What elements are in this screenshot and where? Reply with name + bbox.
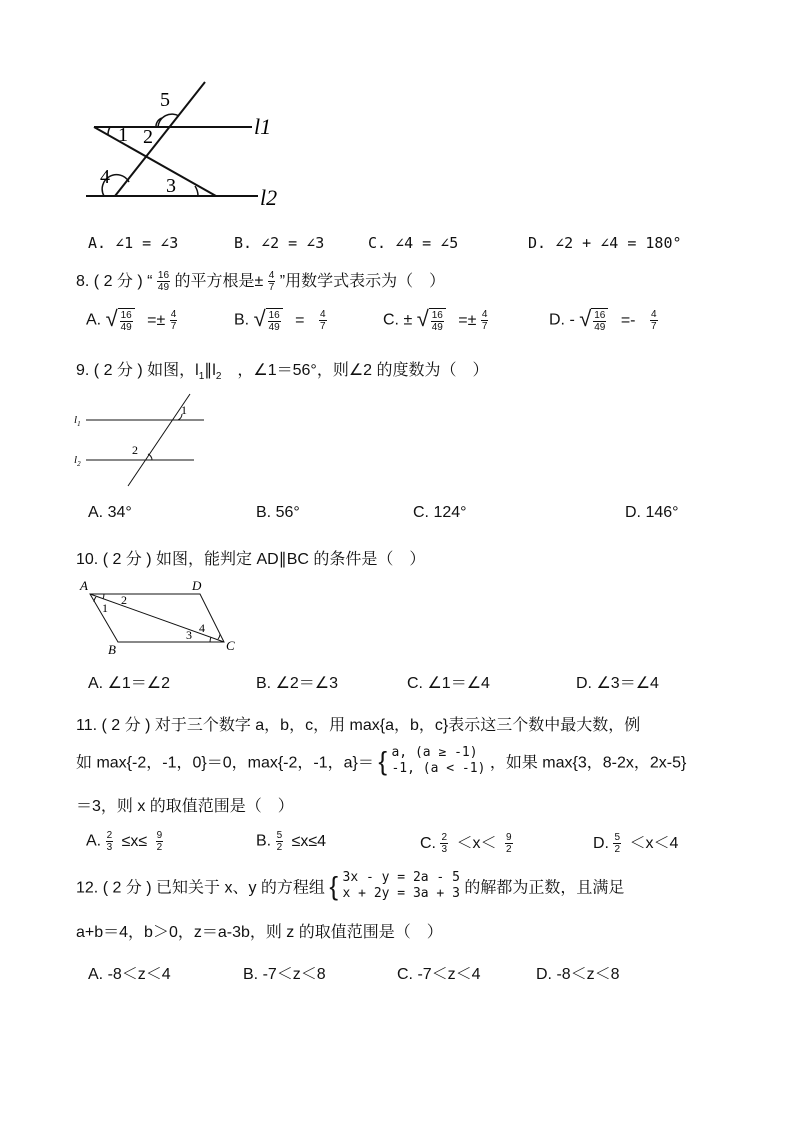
q12-line1-a: 12. ( 2 分 ) 已知关于 x、y 的方程组 <box>76 879 325 897</box>
q9-option-d[interactable]: D. 146° <box>625 504 679 521</box>
q10-stem: 10. ( 2 分 ) 如图，能判定 AD∥BC 的条件是（ ） <box>76 551 426 568</box>
equation-system <box>343 870 460 902</box>
frac-num: 2 <box>106 830 113 841</box>
fraction <box>440 832 448 855</box>
angle-arc-5 <box>158 114 179 127</box>
label-2: 2 <box>132 443 138 457</box>
label-4: 4 <box>100 166 110 188</box>
frac-den: 49 <box>157 282 170 294</box>
sqrt-symbol: √ $\frac{16}{49}$ <box>106 308 135 333</box>
q12-line2: a+b＝4，b＞0，z＝a-3b，则 z 的取值范围是（ ） <box>76 924 443 941</box>
frac-den: 49 <box>431 322 443 333</box>
l: l <box>74 454 78 466</box>
label-3: 3 <box>166 175 176 197</box>
angle-arc-4 <box>218 634 220 639</box>
option-mid: ≤x≤ <box>121 832 148 850</box>
option-eq: = <box>295 311 305 329</box>
option-label: A. <box>86 832 102 850</box>
label-5: 5 <box>160 89 170 111</box>
label-1: 1 <box>118 124 128 146</box>
frac-num: 4 <box>319 309 326 320</box>
frac-num: 16 <box>594 310 606 321</box>
q10-option-b[interactable]: B. ∠2＝∠3 <box>256 675 339 692</box>
frac-den: 2 <box>505 844 512 856</box>
vertex-A: A <box>80 578 88 593</box>
label-1: 1 <box>102 601 108 615</box>
frac-num: 16 <box>268 310 280 321</box>
sqrt-symbol: √ $\frac{16}{49}$ <box>417 308 446 333</box>
case-2: -1, (a < -1) <box>391 761 486 776</box>
vertex-B: B <box>108 642 116 656</box>
q12-option-d[interactable]: D. -8＜z＜8 <box>536 966 620 983</box>
l: l <box>74 414 78 426</box>
q12-option-c[interactable]: C. -7＜z＜4 <box>397 966 481 983</box>
q11-line3: ＝3，则 x 的取值范围是（ ） <box>76 798 294 815</box>
q8-stem <box>76 268 445 293</box>
frac-num: 4 <box>170 309 177 320</box>
frac-num: 16 <box>120 310 132 321</box>
label-l2: l2 <box>260 185 278 210</box>
frac-num: 9 <box>156 830 163 841</box>
frac-den: 2 <box>614 844 621 856</box>
q9-option-a[interactable]: A. 34° <box>88 504 132 521</box>
frac-num: 5 <box>276 830 283 841</box>
frac-den: 49 <box>594 322 606 333</box>
sub: 2 <box>77 460 81 468</box>
q12-line1-b: 的解都为正数，且满足 <box>464 879 625 897</box>
equation-1: 3x - y = 2a - 5 <box>342 870 460 885</box>
fraction <box>505 832 513 855</box>
angle-arc-3 <box>210 637 211 642</box>
option-label: D. <box>593 835 609 852</box>
q9-parallel: ∥l <box>204 362 216 379</box>
option-eq: =- <box>620 311 636 329</box>
vertex-D: D <box>192 578 202 593</box>
frac-den: 49 <box>268 322 280 333</box>
q7-option-b[interactable]: B. ∠2 = ∠3 <box>234 234 325 252</box>
q11-option-d[interactable] <box>593 830 678 855</box>
label-4: 4 <box>199 621 205 635</box>
option-eq: =± <box>147 311 166 329</box>
frac-den: 7 <box>481 321 488 332</box>
q11-line1: 11. ( 2 分 ) 对于三个数字 a，b，c，用 max{a，b，c}表示这三个数中最大数，例 <box>76 717 641 734</box>
q8-mid: 的平方根是± <box>174 273 264 290</box>
fraction-4-7 <box>650 309 658 332</box>
frac-den: 2 <box>156 842 163 853</box>
fraction-4-7 <box>268 270 276 293</box>
frac-num: 4 <box>481 309 488 320</box>
label-2: 2 <box>121 593 127 607</box>
frac-den: 7 <box>319 321 326 332</box>
q12-option-b[interactable]: B. -7＜z＜8 <box>243 966 326 983</box>
q11-line2-b: ，如果 max{3，8-2x，2x-5} <box>489 754 687 772</box>
sqrt-symbol: √ $\frac{16}{49}$ <box>579 308 608 333</box>
vertex-C: C <box>226 638 235 653</box>
frac-den: 2 <box>276 842 283 853</box>
q9-stem-a: 9. ( 2 分 ) 如图，l <box>76 362 199 379</box>
fraction-16-49 <box>157 270 170 293</box>
frac-den: 7 <box>650 321 657 332</box>
brace-symbol: { <box>378 746 388 776</box>
case-1: a, (a ≥ -1) <box>391 745 478 760</box>
fraction <box>106 830 114 853</box>
fraction-4-7 <box>170 309 178 332</box>
frac-den: 49 <box>120 322 132 333</box>
frac-den: 3 <box>106 842 113 853</box>
q7-option-d[interactable]: D. ∠2 + ∠4 = 180° <box>528 234 682 252</box>
option-label: C. ± <box>383 311 413 329</box>
q7-option-c[interactable]: C. ∠4 = ∠5 <box>368 234 459 252</box>
q7-option-a[interactable]: A. ∠1 = ∠3 <box>88 234 179 252</box>
q9-option-b[interactable]: B. 56° <box>256 504 300 521</box>
figure-q7 <box>80 78 290 210</box>
fraction <box>156 830 164 853</box>
transversal-2 <box>94 127 216 196</box>
q8-prefix: 8. ( 2 分 ) “ <box>76 273 153 290</box>
label-3: 3 <box>186 628 192 642</box>
option-label: B. <box>256 832 272 850</box>
q10-option-d[interactable]: D. ∠3＝∠4 <box>576 675 659 692</box>
sqrt-symbol: √ $\frac{16}{49}$ <box>254 308 283 333</box>
q11-line2-a: 如 max{-2，-1，0}＝0，max{-2，-1，a}＝ <box>76 754 374 772</box>
q8-option-b[interactable] <box>234 308 327 333</box>
figure-q9 <box>72 392 212 488</box>
q9-stem-b: ，∠1＝56°，则∠2 的度数为（ ） <box>221 362 489 379</box>
label-l1: l1 <box>254 114 272 139</box>
q11-option-c[interactable] <box>420 830 513 855</box>
option-mid: ＜x＜ <box>456 835 497 852</box>
frac-num: 16 <box>157 270 170 282</box>
q8-option-d[interactable] <box>549 308 658 333</box>
figure-q10 <box>74 574 244 656</box>
q12-line1 <box>76 870 624 902</box>
q9-option-c[interactable]: C. 124° <box>413 504 467 521</box>
q8-suffix: ”用数学式表示为（ ） <box>279 273 446 290</box>
brace-symbol: { <box>329 871 339 901</box>
sub: 2 <box>215 371 222 383</box>
option-label: D. - <box>549 311 575 329</box>
frac-num: 2 <box>441 832 448 844</box>
option-label: C. <box>420 835 436 852</box>
fraction-4-7 <box>481 309 489 332</box>
angle-arc-3 <box>195 186 198 196</box>
fraction <box>276 830 284 853</box>
frac-num: 9 <box>505 832 512 844</box>
label-l2 <box>74 454 81 468</box>
piecewise-cases <box>391 745 485 777</box>
q9-stem <box>76 357 489 382</box>
label-2: 2 <box>143 126 153 148</box>
option-label: B. <box>234 311 250 329</box>
frac-num: 5 <box>614 832 621 844</box>
q10-option-a[interactable]: A. ∠1＝∠2 <box>88 675 171 692</box>
option-mid: ＜x＜4 <box>629 835 679 852</box>
angle-arc-2 <box>103 594 104 599</box>
q11-option-b[interactable] <box>256 830 326 853</box>
option-label: A. <box>86 311 102 329</box>
sub: 1 <box>198 371 205 383</box>
frac-num: 16 <box>431 310 443 321</box>
option-eq: =± <box>458 311 477 329</box>
q11-line2 <box>76 745 686 777</box>
q8-option-c[interactable] <box>383 308 488 333</box>
equation-2: x + 2y = 3a + 3 <box>342 886 460 901</box>
frac-num: 4 <box>268 270 275 282</box>
frac-den: 3 <box>441 844 448 856</box>
angle-arc-1 <box>94 597 96 602</box>
label-1: 1 <box>181 403 187 417</box>
sub: 1 <box>77 420 81 428</box>
fraction-4-7 <box>319 309 327 332</box>
angle-arc-1 <box>108 127 110 135</box>
q10-option-c[interactable]: C. ∠1＝∠4 <box>407 675 490 692</box>
frac-num: 4 <box>650 309 657 320</box>
q8-option-a[interactable] <box>86 308 177 333</box>
fraction <box>613 832 621 855</box>
q12-option-a[interactable]: A. -8＜z＜4 <box>88 966 171 983</box>
frac-den: 7 <box>170 321 177 332</box>
option-mid: ≤x≤4 <box>291 832 327 850</box>
label-l1 <box>74 414 81 428</box>
q11-option-a[interactable] <box>86 830 163 853</box>
frac-den: 7 <box>268 282 275 294</box>
